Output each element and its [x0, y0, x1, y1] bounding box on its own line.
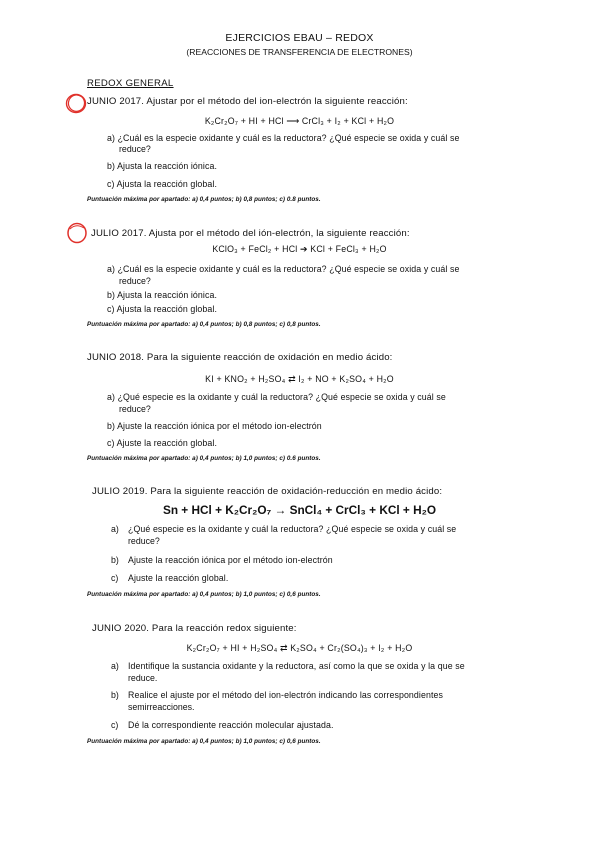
exercise-equation: KClO₃ + FeCl₂ + HCl ➔ KCl + FeCl₃ + H₂O	[212, 244, 387, 254]
item-b: Realice el ajuste por el método del ion-electrón indicando las correspondientes	[128, 690, 443, 700]
item-b: b) Ajuste la reacción iónica por el método ion-electrón	[107, 421, 322, 431]
item-c: c) Ajusta la reacción global.	[107, 179, 217, 189]
item-a-continuation: reduce?	[119, 144, 151, 154]
item-a-continuation: reduce?	[119, 404, 151, 414]
score-note: Puntuación máxima por apartado: a) 0,4 puntos; b) 0,8 puntos; c) 0,8 puntos.	[87, 321, 321, 328]
item-c: Dé la correspondiente reacción molecular ajustada.	[128, 720, 334, 730]
exercise-heading: JUNIO 2017. Ajustar por el método del ion-electrón la siguiente reacción:	[87, 96, 408, 107]
exercise-equation: KI + KNO₂ + H₂SO₄ ⇄ I₂ + NO + K₂SO₄ + H₂O	[205, 374, 394, 384]
item-a: ¿Qué especie es la oxidante y cuál la reductora? ¿Qué especie se oxida y cuál se	[128, 524, 457, 534]
item-a: a) ¿Cuál es la especie oxidante y cuál es la reductora? ¿Qué especie se oxida y cuál se	[107, 133, 460, 143]
item-a: a) ¿Cuál es la especie oxidante y cuál es la reductora? ¿Qué especie se oxida y cuál se	[107, 264, 460, 274]
item-c-marker: c)	[111, 573, 119, 583]
section-title: REDOX GENERAL	[87, 78, 174, 89]
item-c: c) Ajuste la reacción global.	[107, 438, 217, 448]
exercise-equation: Sn + HCl + K₂Cr₂O₇ → SnCl₄ + CrCl₃ + KCl + H₂O	[162, 503, 437, 517]
exercise-heading: JULIO 2017. Ajusta por el método del ión-electrón, la siguiente reacción:	[91, 228, 410, 239]
item-a-marker: a)	[111, 524, 119, 534]
item-b-marker: b)	[111, 690, 119, 700]
item-b: b) Ajusta la reacción iónica.	[107, 290, 217, 300]
document-subtitle: (REACCIONES DE TRANSFERENCIA DE ELECTRONES)	[186, 47, 413, 57]
exercise-equation: K₂Cr₂O₇ + HI + HCl ⟶ CrCl₃ + I₂ + KCl + H₂O	[204, 116, 395, 126]
item-a-continuation: reduce?	[119, 276, 151, 286]
score-note: Puntuación máxima por apartado: a) 0,4 puntos; b) 1,0 puntos; c) 0,6 puntos.	[87, 591, 321, 598]
item-a-continuation: reduce.	[128, 673, 158, 683]
item-a: a) ¿Qué especie es la oxidante y cuál la reductora? ¿Qué especie se oxida y cuál se	[107, 392, 446, 402]
exercise-heading: JUNIO 2018. Para la siguiente reacción de oxidación en medio ácido:	[87, 352, 393, 363]
item-b-continuation: semirreacciones.	[128, 702, 195, 712]
score-note: Puntuación máxima por apartado: a) 0,4 puntos; b) 1,0 puntos; c) 0,6 puntos.	[87, 738, 321, 745]
red-circle-mark-icon	[65, 221, 89, 245]
item-c-marker: c)	[111, 720, 119, 730]
red-circle-mark-icon	[64, 91, 88, 115]
score-note: Puntuación máxima por apartado: a) 0,4 puntos; b) 1,0 puntos; c) 0.6 puntos.	[87, 455, 321, 462]
item-b-marker: b)	[111, 555, 119, 565]
item-b: b) Ajusta la reacción iónica.	[107, 161, 217, 171]
score-note: Puntuación máxima por apartado: a) 0,4 puntos; b) 0,8 puntos; c) 0.8 puntos.	[87, 196, 321, 203]
item-a-continuation: reduce?	[128, 536, 160, 546]
exercise-heading: JUNIO 2020. Para la reacción redox siguiente:	[92, 623, 297, 634]
exercise-heading: JULIO 2019. Para la siguiente reacción de oxidación-reducción en medio ácido:	[92, 486, 443, 497]
item-a: Identifique la sustancia oxidante y la reductora, así como la que se oxida y la que se	[128, 661, 465, 671]
item-c: c) Ajusta la reacción global.	[107, 304, 217, 314]
item-b: Ajuste la reacción iónica por el método ion-electrón	[128, 555, 333, 565]
item-c: Ajuste la reacción global.	[128, 573, 229, 583]
item-a-marker: a)	[111, 661, 119, 671]
document-title: EJERCICIOS EBAU – REDOX	[225, 32, 374, 44]
exercise-equation: K₂Cr₂O₇ + HI + H₂SO₄ ⇄ K₂SO₄ + Cr₂(SO₄)₃ + I₂ + H₂O	[186, 643, 413, 653]
